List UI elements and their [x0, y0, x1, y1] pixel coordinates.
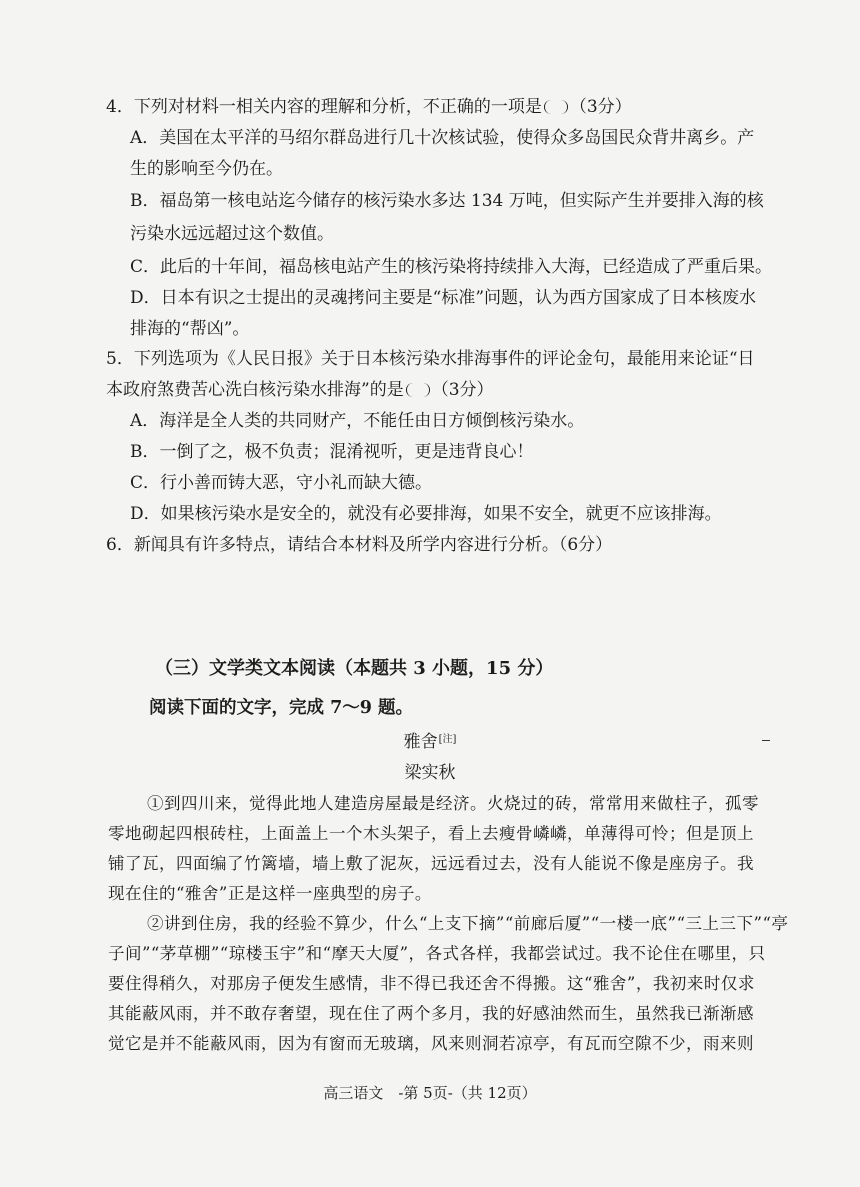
q5-stem: 5．下列选项为《人民日报》关于日本核污染水排海事件的评论金句，最能用来论证“日	[106, 349, 755, 369]
q4-option-d-cont: 排海的“帮凶”。	[130, 319, 250, 339]
q4-option-a-cont: 生的影响至今仍在。	[130, 159, 283, 179]
q4-option-b: B．福岛第一核电站迄今储存的核污染水多达 134 万吨，但实际产生并要排入海的核	[130, 191, 764, 211]
q5-stem-text: 本政府煞费苦心洗白核污染水排海”的是	[106, 380, 404, 400]
q5-option-b: B．一倒了之，极不负责；混淆视听，更是违背良心！	[130, 442, 534, 462]
passage-p1-line2: 零地砌起四根砖柱，上面盖上一个木头架子，看上去瘦骨嶙嶙，单薄得可怜；但是顶上	[108, 824, 754, 843]
passage-p2-line1: ②讲到住房，我的经验不算少，什么“上支下摘”“前廊后厦”“一楼一底”“三上三下”“亭	[147, 914, 789, 933]
q5-option-c: C．行小善而铸大恶，守小礼而缺大德。	[130, 473, 433, 493]
q4-option-d: D．日本有识之士提出的灵魂拷问主要是“标准”问题，认为西方国家成了日本核废水	[130, 288, 757, 308]
q4-option-c: C．此后的十年间，福岛核电站产生的核污染将持续排入大海，已经造成了严重后果。	[130, 257, 773, 277]
q4-stem	[106, 96, 632, 118]
passage-p1-line4: 现在住的“雅舍”正是这样一座典型的房子。	[108, 884, 432, 903]
section-instruction: 阅读下面的文字，完成 7～9 题。	[149, 698, 414, 718]
passage-p2-line4: 其能蔽风雨，并不敢存奢望，现在住了两个多月，我的好感油然而生，虽然我已渐渐感	[108, 1004, 754, 1023]
q4-option-a: A．美国在太平洋的马绍尔群岛进行几十次核试验，使得众多岛国民众背井离乡。产	[130, 128, 755, 148]
passage-p1-line3: 铺了瓦，四面编了竹篱墙，墙上敷了泥灰，远远看过去，没有人能说不像是座房子。我	[108, 854, 754, 873]
stray-mark	[762, 740, 770, 741]
passage-p2-line2: 子间”“茅草棚”“琼楼玉宇”和“摩天大厦”，各式各样，我都尝试过。我不论住在哪里，只	[108, 944, 766, 963]
answer-blank	[544, 100, 568, 114]
page-footer: 高三语文 -第 5页-（共 12页）	[323, 1084, 537, 1102]
passage-p2-line3: 要住得稍久，对那房子便发生感情，非不得已我还舍不得搬。这“雅舍”，我初来时仅求	[108, 974, 755, 993]
section-heading: （三）文学类文本阅读（本题共 3 小题，15 分）	[155, 658, 554, 679]
title-note-marker: [注]	[438, 734, 457, 745]
passage-title-text: 雅舍	[403, 732, 438, 752]
q4-stem-text: 4．下列对材料一相关内容的理解和分析，不正确的一项是	[106, 97, 542, 117]
passage-p2-line5: 觉它是并不能蔽风雨，因为有窗而无玻璃，风来则洞若凉亭，有瓦而空隙不少，雨来则	[108, 1034, 754, 1053]
q5-stem-cont	[106, 379, 494, 401]
q5-option-a: A．海洋是全人类的共同财产，不能任由日方倾倒核污染水。	[130, 411, 585, 431]
passage-author: 梁实秋	[404, 763, 456, 783]
q4-score: （3分）	[569, 97, 632, 117]
q6-stem: 6．新闻具有许多特点，请结合本材料及所学内容进行分析。（6分）	[106, 535, 613, 555]
passage-p1-line1: ①到四川来，觉得此地人建造房屋最是经济。火烧过的砖，常常用来做柱子，孤零	[147, 794, 759, 813]
answer-blank	[406, 383, 430, 397]
passage-title	[0, 731, 860, 753]
q5-option-d: D．如果核污染水是安全的，就没有必要排海，如果不安全，就更不应该排海。	[130, 504, 722, 524]
q4-option-b-cont: 污染水远远超过这个数值。	[130, 224, 334, 244]
q5-score: （3分）	[431, 380, 494, 400]
